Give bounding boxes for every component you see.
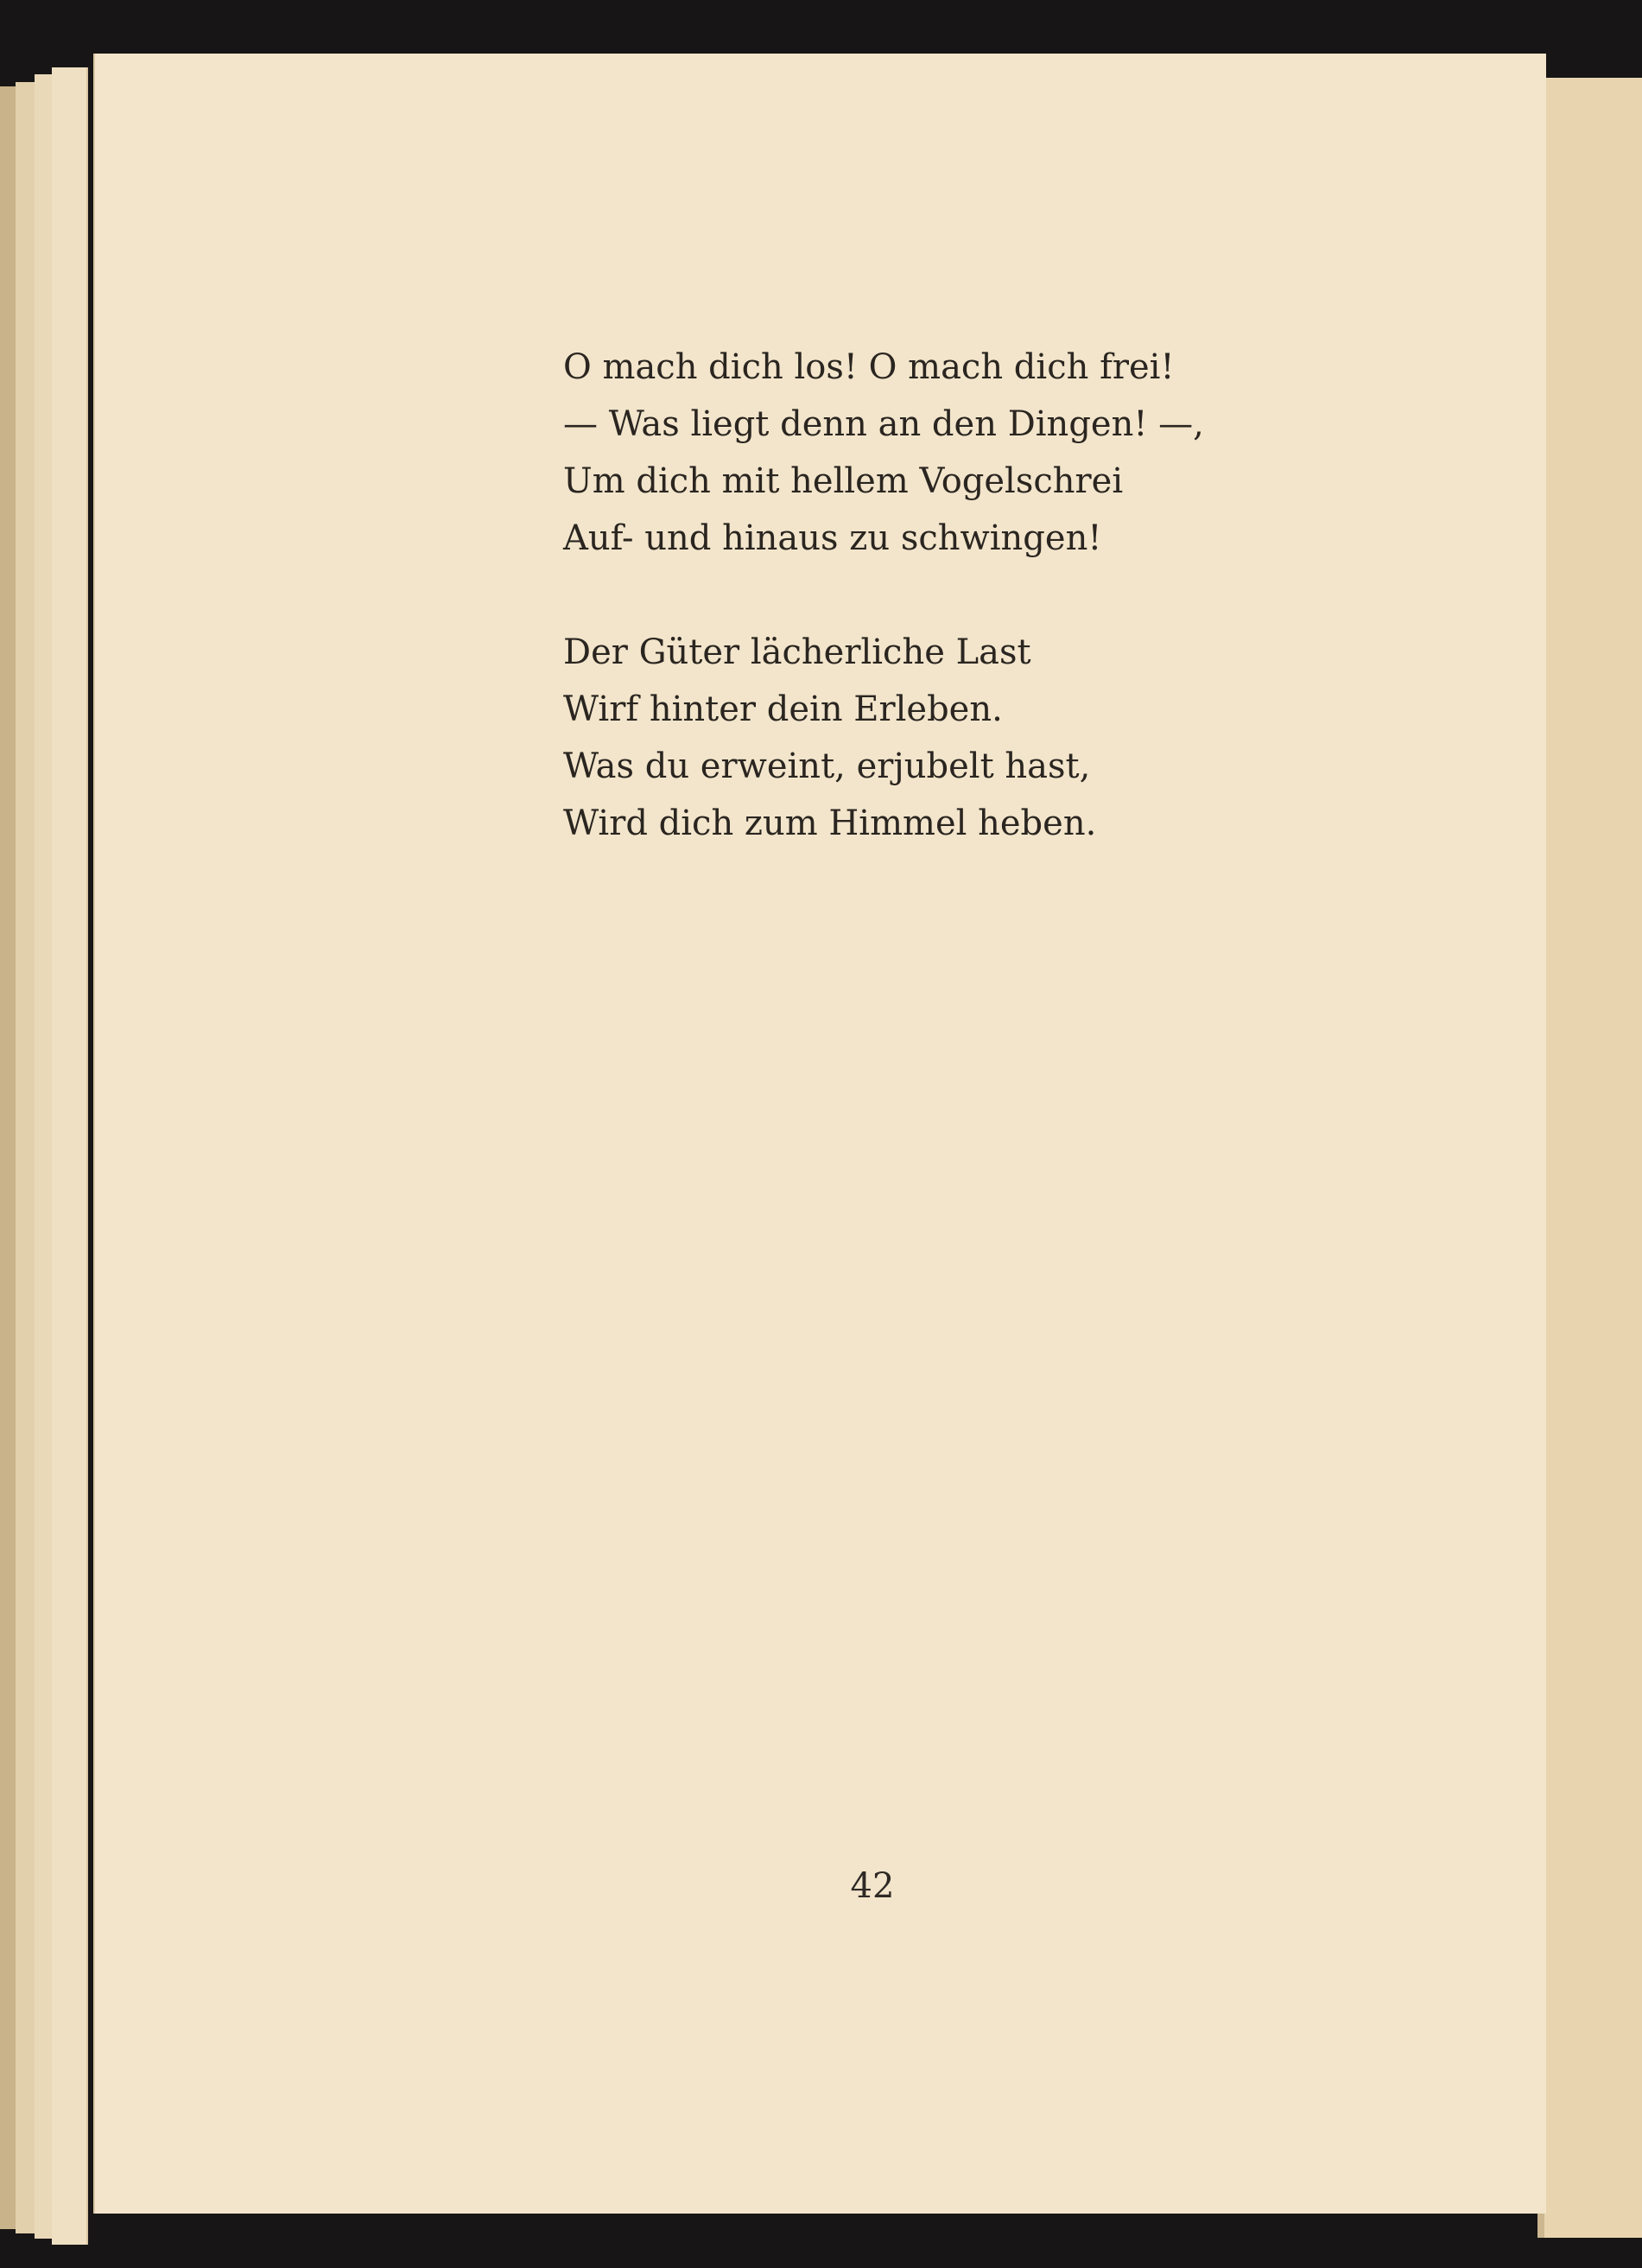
book-page bbox=[93, 54, 1546, 2214]
stanza-2 bbox=[563, 624, 1427, 852]
stanza-1 bbox=[563, 339, 1427, 567]
page-number: 42 bbox=[850, 1866, 895, 1906]
poem-line: Um dich mit hellem Vogelschrei bbox=[563, 461, 1124, 501]
poem-line: — Was liegt denn an den Dingen! —, bbox=[563, 404, 1204, 444]
poem-line: Wird dich zum Himmel heben. bbox=[563, 804, 1097, 843]
facing-page-edge bbox=[1544, 78, 1642, 2238]
poem-line: Auf- und hinaus zu schwingen! bbox=[563, 518, 1102, 558]
poem-line: Was du erweint, erjubelt hast, bbox=[563, 746, 1091, 786]
poem-line: O mach dich los! O mach dich frei! bbox=[563, 347, 1175, 387]
poem-line: Wirf hinter dein Erleben. bbox=[563, 689, 1003, 729]
page-stack-edge bbox=[52, 67, 88, 2245]
poem bbox=[563, 339, 1427, 909]
poem-line: Der Güter lächerliche Last bbox=[563, 632, 1031, 672]
